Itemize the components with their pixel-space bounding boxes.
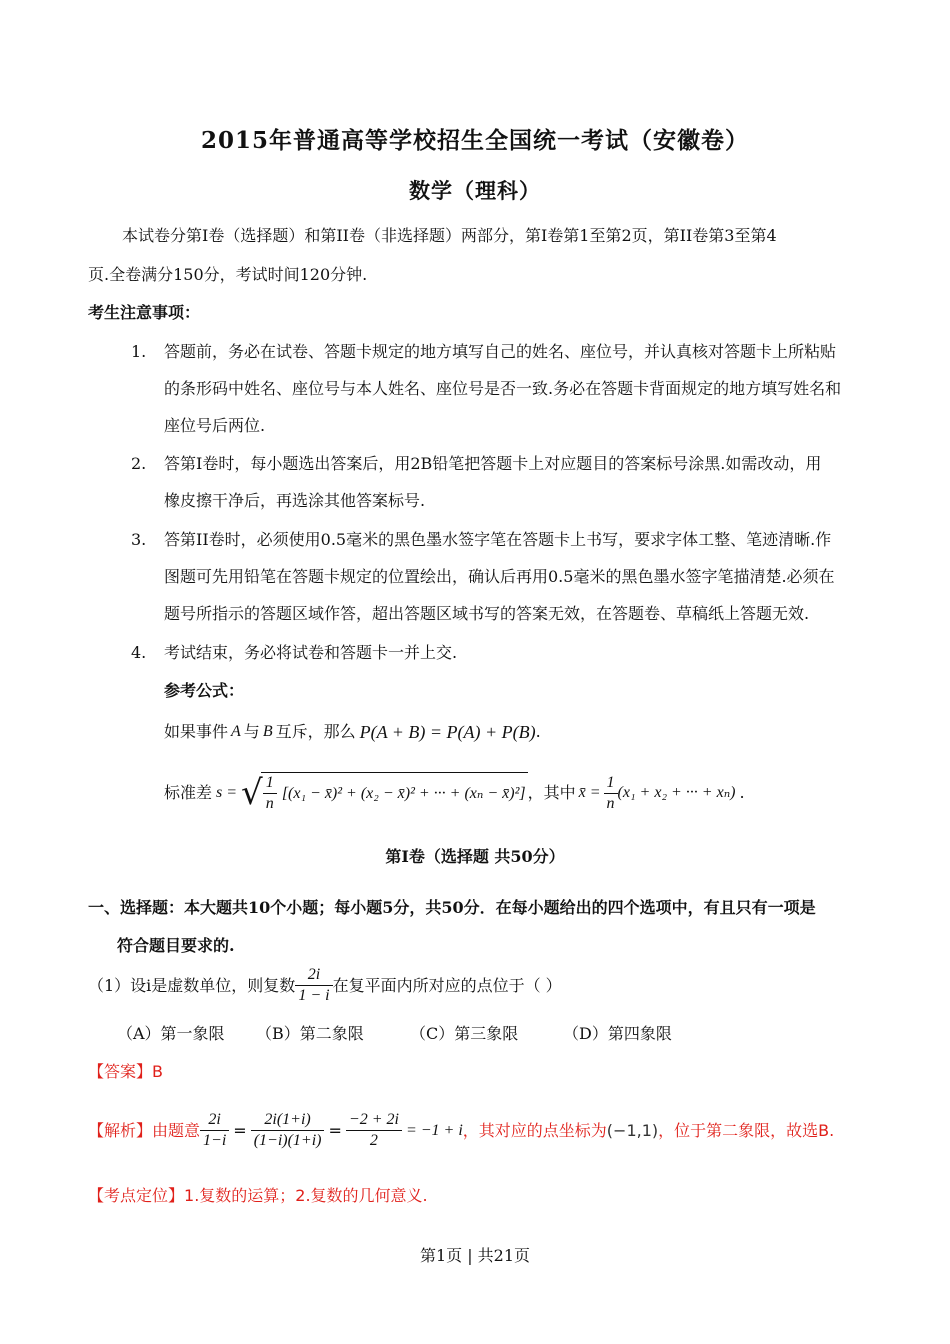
answer-value: B	[152, 1062, 163, 1081]
notice-line: 答题前，务必在试卷、答题卡规定的地方填写自己的姓名、座位号，并认真核对答题卡上所粘贴	[164, 342, 837, 361]
sqrt-sign: √	[241, 773, 263, 813]
answer-tag: 【答案】	[88, 1062, 153, 1081]
notice-num: 2.	[131, 454, 147, 473]
section-heading-line-2: 符合题目要求的.	[117, 936, 235, 955]
answer-line	[88, 1062, 163, 1082]
notice-line: 答第I卷时，每小题选出答案后，用2B铅笔把答题卡上对应题目的答案标号涂黑.如需改动，用	[164, 454, 822, 473]
notice-line: 考试结束，务必将试卷和答题卡一并上交.	[164, 643, 458, 662]
page-title: 2015年普通高等学校招生全国统一考试（安徽卷）	[200, 127, 749, 154]
sqrt-body: $\frac{1}{n}$ [(x₁ − x̄)² + (x₂ − x̄)² + ··· + (xₙ − x̄)²]	[261, 772, 528, 814]
option-b: （B）第二象限	[256, 1024, 364, 1043]
intro-line-2: 页.全卷满分150分，考试时间120分钟.	[88, 265, 368, 284]
notice-line: 的条形码中姓名、座位号与本人姓名、座位号是否一致.务必在答题卡背面规定的地方填写姓名和	[164, 379, 842, 398]
question-1-stem: （1）设i是虚数单位，则复数 $\frac{2i}{1 - i}$ 在复平面内所对应的点位于（ ）	[88, 966, 562, 1004]
key-point-line: 【考点定位】 1.复数的运算；2.复数的几何意义.	[88, 1186, 428, 1205]
notice-line: 答第II卷时，必须使用0.5毫米的黑色墨水签字笔在答题卡上书写，要求字体工整、笔迹清晰.作	[164, 530, 832, 549]
event-equation: P(A + B) = P(A) + P(B)	[359, 722, 536, 742]
option-d: （D）第四象限	[563, 1024, 672, 1043]
option-a: （A）第一象限	[117, 1024, 225, 1043]
analysis-line: 【解析】 由题意 $\frac{2i}{1-i}$ = $\frac{2i(1+i)}{(1-i)(1+i)}$ = $\frac{-2 + 2i}{2}$ = −1 + i ，其对应的点坐标为 (−1,1) ，位于第二象限，故选B.	[88, 1111, 835, 1149]
analysis-tag: 【解析】	[88, 1120, 153, 1140]
question-fraction: $\frac{2i}{1 - i}$	[295, 965, 332, 1006]
notice-line: 题号所指示的答题区域作答，超出答题区域书写的答案无效，在答题卷、草稿纸上答题无效.	[164, 604, 810, 623]
key-point-tag: 【考点定位】	[88, 1186, 185, 1205]
page-subtitle: 数学（理科）	[409, 178, 541, 203]
notice-num: 3.	[131, 530, 147, 549]
std-formula: 标准差 s = √ $\frac{1}{n}$ [(x₁ − x̄)² + (x₂ − x̄)² + ··· + (xₙ − x̄)²] ，其中 x̄ = $\frac{1}{n}$ (x₁ + x₂ + ··· + xₙ) .	[164, 773, 745, 813]
option-c: （C）第三象限	[410, 1024, 519, 1043]
section-heading-line-1: 一、选择题：本大题共10个小题；每小题5分，共50分．在每小题给出的四个选项中，有且只有一项是	[88, 898, 816, 917]
part1-heading: 第I卷（选择题 共50分）	[385, 847, 565, 866]
notice-line: 图题可先用铅笔在答题卡规定的位置绘出，确认后再用0.5毫米的黑色墨水签字笔描清楚.必须在	[164, 567, 835, 586]
event-formula: 如果事件 A 与 B 互斥，那么 P(A + B) = P(A) + P(B) .	[164, 722, 541, 742]
notice-heading: 考生注意事项：	[88, 303, 201, 322]
notice-num: 4.	[131, 643, 147, 662]
intro-line-1: 本试卷分第I卷（选择题）和第II卷（非选择题）两部分，第I卷第1至第2页，第II卷第3至第4	[122, 226, 777, 245]
page-footer: 第1页 | 共21页	[419, 1246, 531, 1265]
formula-heading: 参考公式：	[164, 681, 245, 700]
notice-num: 1.	[131, 342, 147, 361]
notice-line: 橡皮擦干净后，再选涂其他答案标号.	[164, 491, 426, 510]
notice-line: 座位号后两位.	[164, 416, 266, 435]
